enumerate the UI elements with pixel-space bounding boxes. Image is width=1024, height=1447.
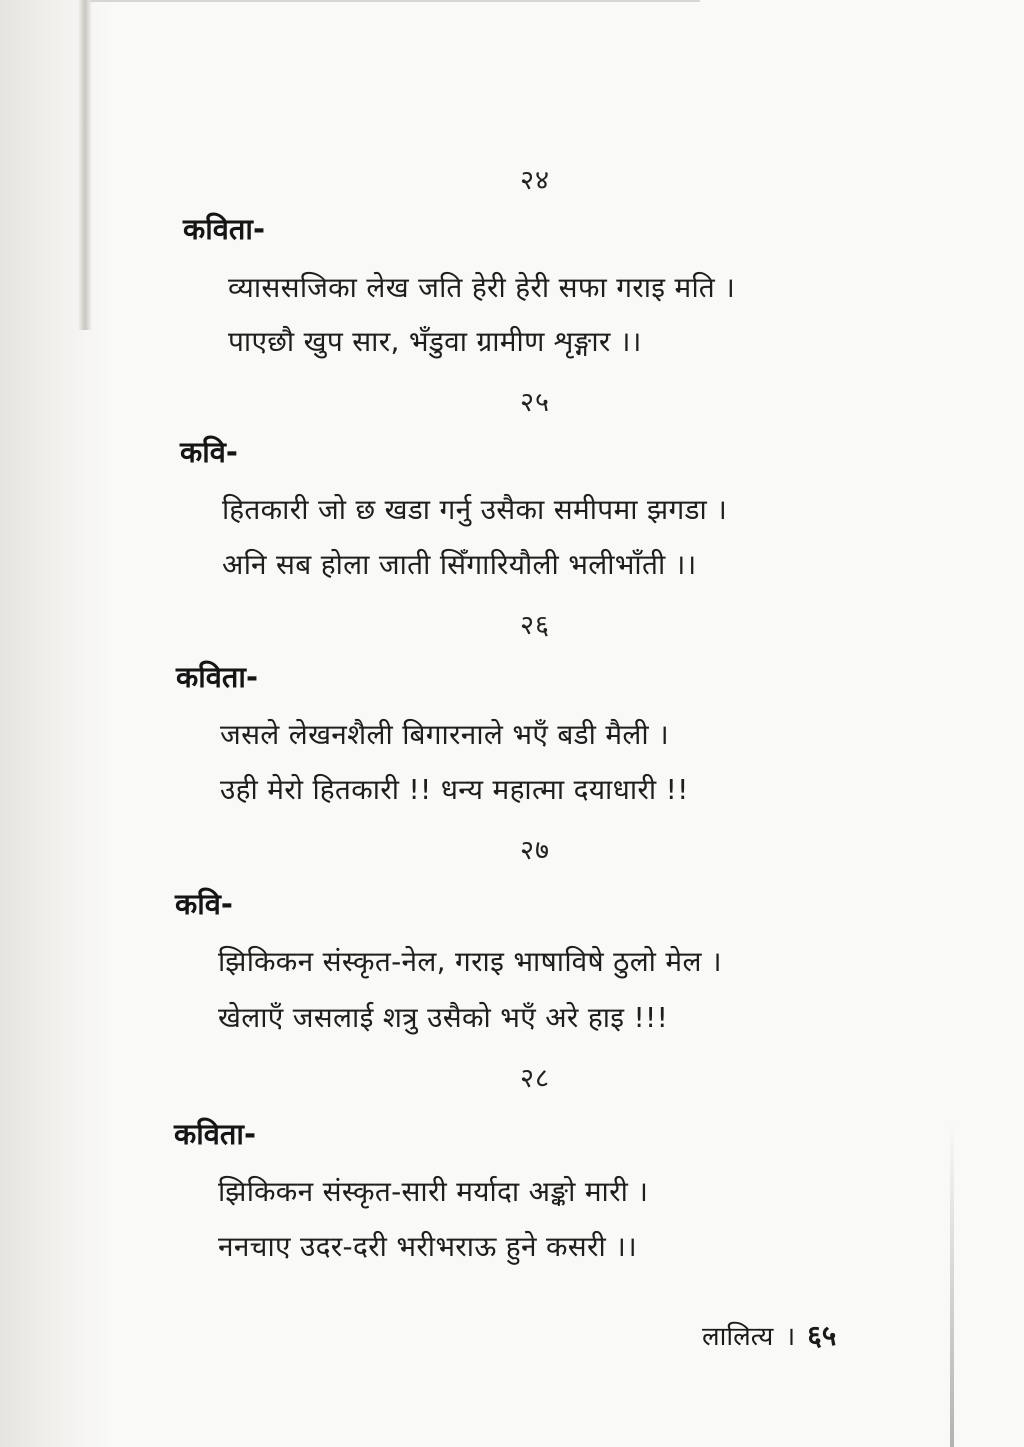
binding-shadow [0,0,110,1447]
verse-line: उही मेरो हितकारी !! धन्य महात्मा दयाधारी !! [220,773,689,806]
verse-line: पाएछौ खुप सार, भँडुवा ग्रामीण शृङ्गार ।। [228,325,642,358]
stanza-number: २५ [519,387,551,418]
stanza-number: २७ [519,835,551,866]
verse-line: झिकिकन संस्कृत-नेल, गराइ भाषाविषे ठुलो मेल । [218,945,722,978]
stanza-number: २८ [519,1063,551,1094]
stanza-number: २६ [519,610,551,641]
speaker-label: कविता- [174,1117,256,1151]
book-title: लालित्य [702,1322,774,1352]
verse-line: खेलाएँ जसलाई शत्रु उसैको भएँ अरे हाइ !!! [218,1001,669,1034]
verse-line: अनि सब होला जाती सिँगारियौली भलीभाँती ।। [222,548,697,581]
speaker-label: कवि- [175,887,233,921]
verse-line: हितकारी जो छ खडा गर्नु उसैका समीपमा झगडा । [222,493,728,526]
page-right-edge [950,1120,954,1447]
page-number: ६५ [807,1319,837,1352]
speaker-label: कविता- [183,212,265,246]
verse-line: व्याससजिका लेख जति हेरी हेरी सफा गराइ मति । [228,271,736,304]
speaker-label: कविता- [176,660,258,694]
stanza-number: २४ [519,165,551,196]
verse-line: झिकिकन संस्कृत-सारी मर्यादा अङ्को मारी । [218,1175,649,1208]
speaker-label: कवि- [180,435,238,469]
page-top-edge [90,0,700,2]
footer-separator: । [785,1322,796,1352]
verse-line: ननचाए उदर-दरी भरीभराऊ हुने कसरी ।। [218,1230,638,1263]
page-footer [702,1316,836,1354]
verse-line: जसले लेखनशैली बिगारनाले भएँ बडी मैली । [220,718,670,751]
